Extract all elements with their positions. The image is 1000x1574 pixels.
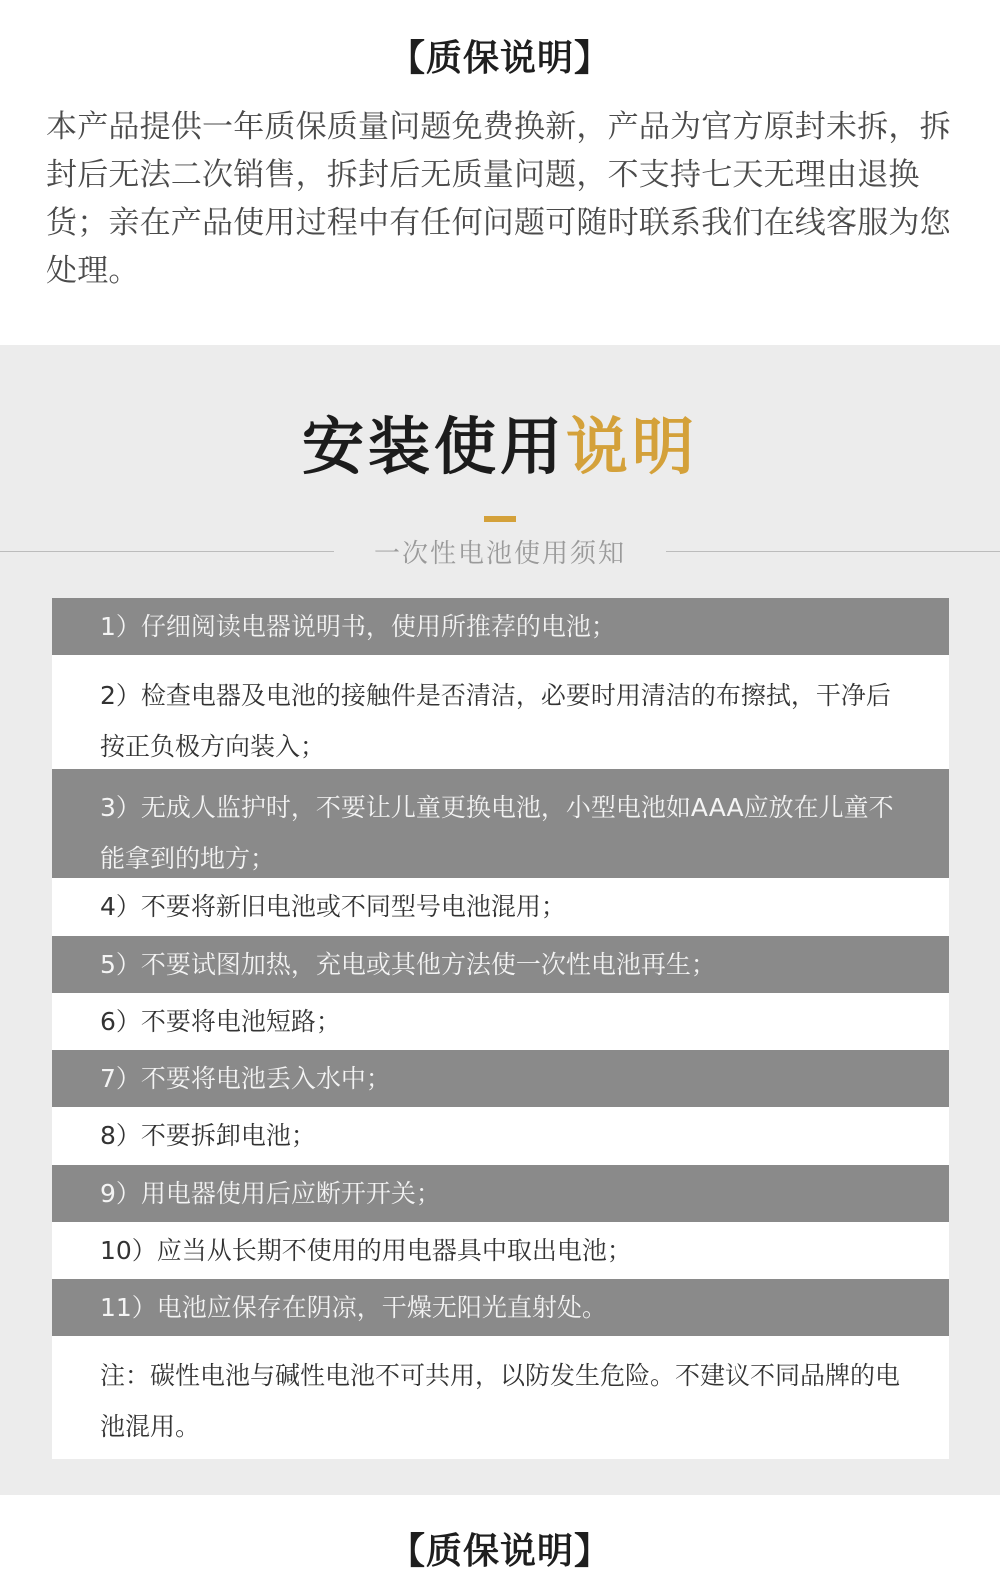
rule-item: 6）不要将电池短路； xyxy=(52,993,949,1050)
rule-item: 8）不要拆卸电池； xyxy=(52,1107,949,1165)
rule-item: 10）应当从长期不使用的用电器具中取出电池； xyxy=(52,1222,949,1279)
title-accent-bar xyxy=(484,516,516,522)
install-title xyxy=(0,407,1000,487)
rule-note: 注：碳性电池与碱性电池不可共用，以防发生危险。不建议不同品牌的电池混用。 xyxy=(52,1336,949,1459)
warranty-section xyxy=(0,0,1000,345)
next-warranty-section xyxy=(0,1495,1000,1572)
install-section xyxy=(0,345,1000,1495)
subtitle-divider-right xyxy=(666,551,1000,552)
subtitle-divider-left xyxy=(0,551,334,552)
next-warranty-title: 【质保说明】 xyxy=(388,1531,611,1572)
rule-item: 5）不要试图加热，充电或其他方法使一次性电池再生； xyxy=(52,936,949,993)
rule-item: 11）电池应保存在阴凉，干燥无阳光直射处。 xyxy=(52,1279,949,1336)
rule-item: 1）仔细阅读电器说明书，使用所推荐的电池； xyxy=(52,598,949,655)
battery-rules-list xyxy=(52,598,949,1459)
warranty-title: 【质保说明】 xyxy=(388,38,611,79)
rule-item: 9）用电器使用后应断开开关； xyxy=(52,1165,949,1222)
rule-item: 2）检查电器及电池的接触件是否清洁，必要时用清洁的布擦拭，干净后按正负极方向装入； xyxy=(52,655,949,769)
rule-item: 4）不要将新旧电池或不同型号电池混用； xyxy=(52,878,949,936)
rule-item: 7）不要将电池丢入水中； xyxy=(52,1050,949,1107)
install-subtitle: 一次性电池使用须知 xyxy=(373,539,626,569)
install-title-accent: 说明 xyxy=(566,410,699,483)
install-title-main: 安装使用 xyxy=(301,410,566,483)
rule-item: 3）无成人监护时，不要让儿童更换电池，小型电池如AAA应放在儿童不能拿到的地方； xyxy=(52,769,949,878)
subtitle-row xyxy=(0,531,1000,571)
warranty-body: 本产品提供一年质保质量问题免费换新，产品为官方原封未拆，拆封后无法二次销售，拆封后无质量问题，不支持七天无理由退换货；亲在产品使用过程中有任何问题可随时联系我们在线客服为您处理。 xyxy=(46,109,951,289)
